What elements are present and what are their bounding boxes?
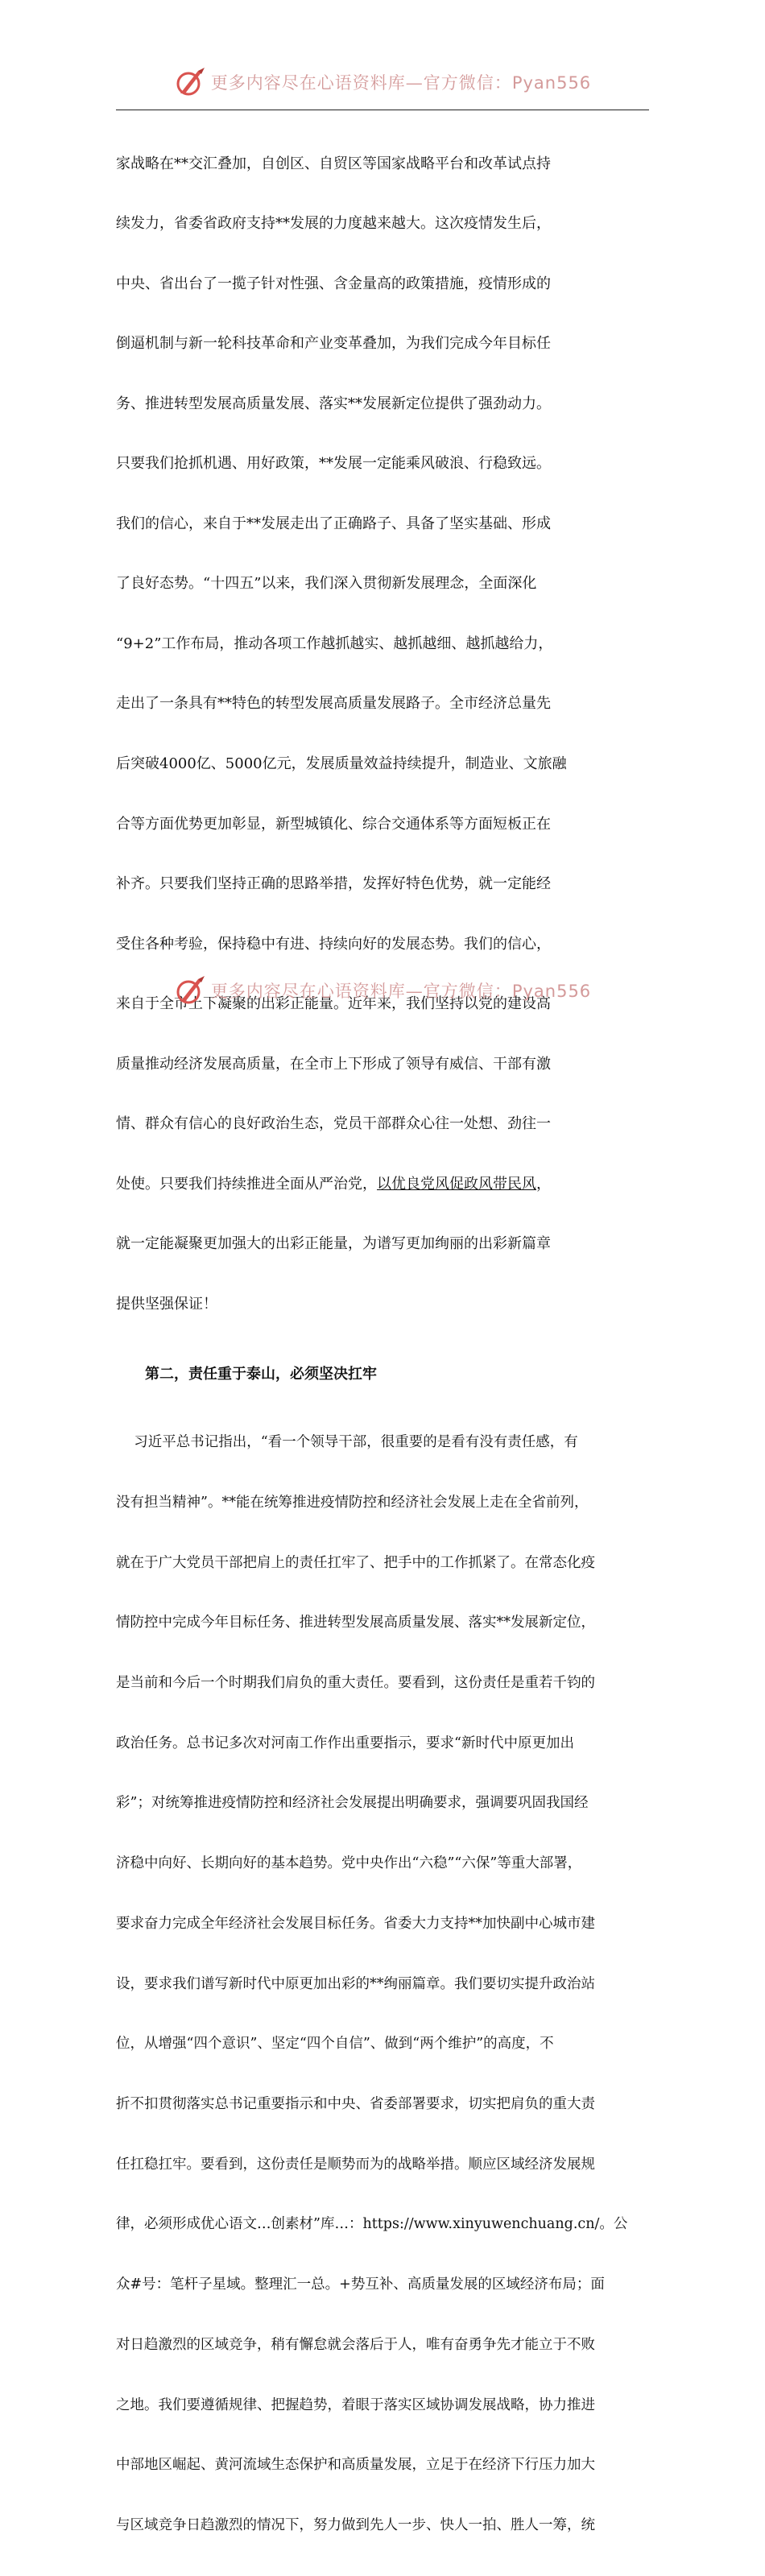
text-line: 补齐。只要我们坚持正确的思路举措，发挥好特色优势，就一定能经	[116, 875, 551, 893]
text-line: 对日趋激烈的区域竞争，稍有懈怠就会落后于人，唯有奋勇争先才能立于不败	[116, 2336, 595, 2353]
text-line	[116, 1175, 649, 1195]
text-line: 来自于全市上下凝聚的出彩正能量。近年来，我们坚持以党的建设高	[116, 995, 551, 1013]
text-line: 续发力，省委省政府支持**发展的力度越来越大。这次疫情发生后，	[116, 215, 551, 233]
text-line: 位，从增强“四个意识”、坚定“四个自信”、做到“两个维护”的高度，不	[116, 2036, 554, 2053]
text-line: 折不扣贯彻落实总书记重要指示和中央、省委部署要求，切实把肩负的重大责	[116, 2096, 595, 2113]
text-line: 与区域竞争日趋激烈的情况下，努力做到先人一步、快人一拍、胜人一筹，统	[116, 2517, 595, 2534]
text-line: 中央、省出台了一揽子针对性强、含金量高的政策措施，疫情形成的	[116, 275, 551, 292]
document-body	[116, 114, 649, 2576]
banner-label: 更多内容尽在心语资料库—官方微信：	[210, 982, 512, 1001]
text-line: 质量推动经济发展高质量，在全市上下形成了领导有威信、干部有激	[116, 1055, 551, 1073]
banner-text	[211, 978, 591, 1003]
banner-wechat-id: Pyan556	[511, 73, 592, 93]
text-line: 彩”；对统筹推进疫情防控和经济社会发展提出明确要求，强调要巩固我国经	[116, 1795, 589, 1812]
banner-label: 更多内容尽在心语资料库—官方微信：	[210, 73, 512, 93]
header-banner	[0, 66, 765, 98]
text-line: 后突破4000亿、5000亿元，发展质量效益持续提升，制造业、文旅融	[116, 755, 567, 772]
text-line: 情、群众有信心的良好政治生态，党员干部群众心往一处想、劲往一	[116, 1115, 551, 1133]
text-line: 走出了一条具有**特色的转型发展高质量发展路子。全市经济总量先	[116, 695, 551, 713]
text-line: 之地。我们要遵循规律、把握趋势，着眼于落实区域协调发展战略，协力推进	[116, 2396, 595, 2413]
quill-logo-icon	[174, 974, 206, 1007]
text-line: 要求奋力完成全年经济社会发展目标任务。省委大力支持**加快副中心城市建	[116, 1915, 595, 1932]
text-line: 情防控中完成今年目标任务、推进转型发展高质量发展、落实**发展新定位，	[116, 1615, 595, 1631]
text-line: 中部地区崛起、黄河流域生态保护和高质量发展，立足于在经济下行压力加大	[116, 2457, 595, 2474]
text-line: 家战略在**交汇叠加，自创区、自贸区等国家战略平台和改革试点持	[116, 155, 551, 172]
footer-banner	[0, 974, 765, 1007]
text-line: 就一定能凝聚更加强大的出彩正能量，为谱写更加绚丽的出彩新篇章	[116, 1235, 551, 1253]
text-line: “9+2”工作布局，推动各项工作越抓越实、越抓越细、越抓越给力，	[116, 635, 553, 652]
text-line: 合等方面优势更加彰显，新型城镇化、综合交通体系等方面短板正在	[116, 815, 551, 833]
text-line: 济稳中向好、长期向好的基本趋势。党中央作出“六稳”“六保”等重大部署，	[116, 1855, 582, 1872]
text-line: 务、推进转型发展高质量发展、落实**发展新定位提供了强劲动力。	[116, 395, 551, 412]
text-line: 政治任务。总书记多次对河南工作作出重要指示，要求“新时代中原更加出	[116, 1735, 574, 1751]
text-line: 倒逼机制与新一轮科技革命和产业变革叠加，为我们完成今年目标任	[116, 335, 551, 353]
text-line: 习近平总书记指出，“看一个领导干部，很重要的是看有没有责任感，有	[116, 1434, 578, 1451]
text-line: 提供坚强保证！	[116, 1295, 217, 1313]
text-fragment: ，	[536, 1175, 551, 1193]
text-line: 众#号：笔杆子星域。整理汇一总。+势互补、高质量发展的区域经济布局；面	[116, 2276, 605, 2293]
paragraph-1	[116, 114, 649, 1354]
text-line: 律，必须形成优心语文…创素材”库…：https://www.xinyuwenchuang.cn/。公	[116, 2216, 628, 2233]
banner-text	[211, 70, 591, 94]
text-line: 就在于广大党员干部把肩上的责任扛牢了、把手中的工作抓紧了。在常态化疫	[116, 1554, 595, 1571]
section-heading: 第二，责任重于泰山，必须坚决扛牢	[145, 1366, 377, 1383]
underlined-phrase: 以优良党风促政风带民风	[377, 1175, 536, 1193]
text-line: 受住各种考验，保持稳中有进、持续向好的发展态势。我们的信心，	[116, 935, 551, 953]
text-line: 了良好态势。“十四五”以来，我们深入贯彻新发展理念，全面深化	[116, 575, 537, 593]
text-line: 我们的信心，来自于**发展走出了正确路子、具备了坚实基础、形成	[116, 515, 551, 532]
quill-logo-icon	[174, 66, 206, 98]
text-line: 没有担当精神”。**能在统筹推进疫情防控和经济社会发展上走在全省前列，	[116, 1494, 589, 1511]
text-line: 任扛稳扛牢。要看到，这份责任是顺势而为的战略举措。顺应区域经济发展规	[116, 2156, 595, 2173]
banner-wechat-id: Pyan556	[511, 982, 592, 1001]
text-line: 只要我们抢抓机遇、用好政策，**发展一定能乘风破浪、行稳致远。	[116, 455, 551, 473]
text-line: 是当前和今后一个时期我们肩负的重大责任。要看到，这份责任是重若千钧的	[116, 1675, 595, 1691]
paragraph-2	[116, 1392, 649, 2575]
text-line: 设，要求我们谱写新时代中原更加出彩的**绚丽篇章。我们要切实提升政治站	[116, 1975, 595, 1992]
text-fragment: 处使。只要我们持续推进全面从严治党，	[116, 1175, 377, 1193]
